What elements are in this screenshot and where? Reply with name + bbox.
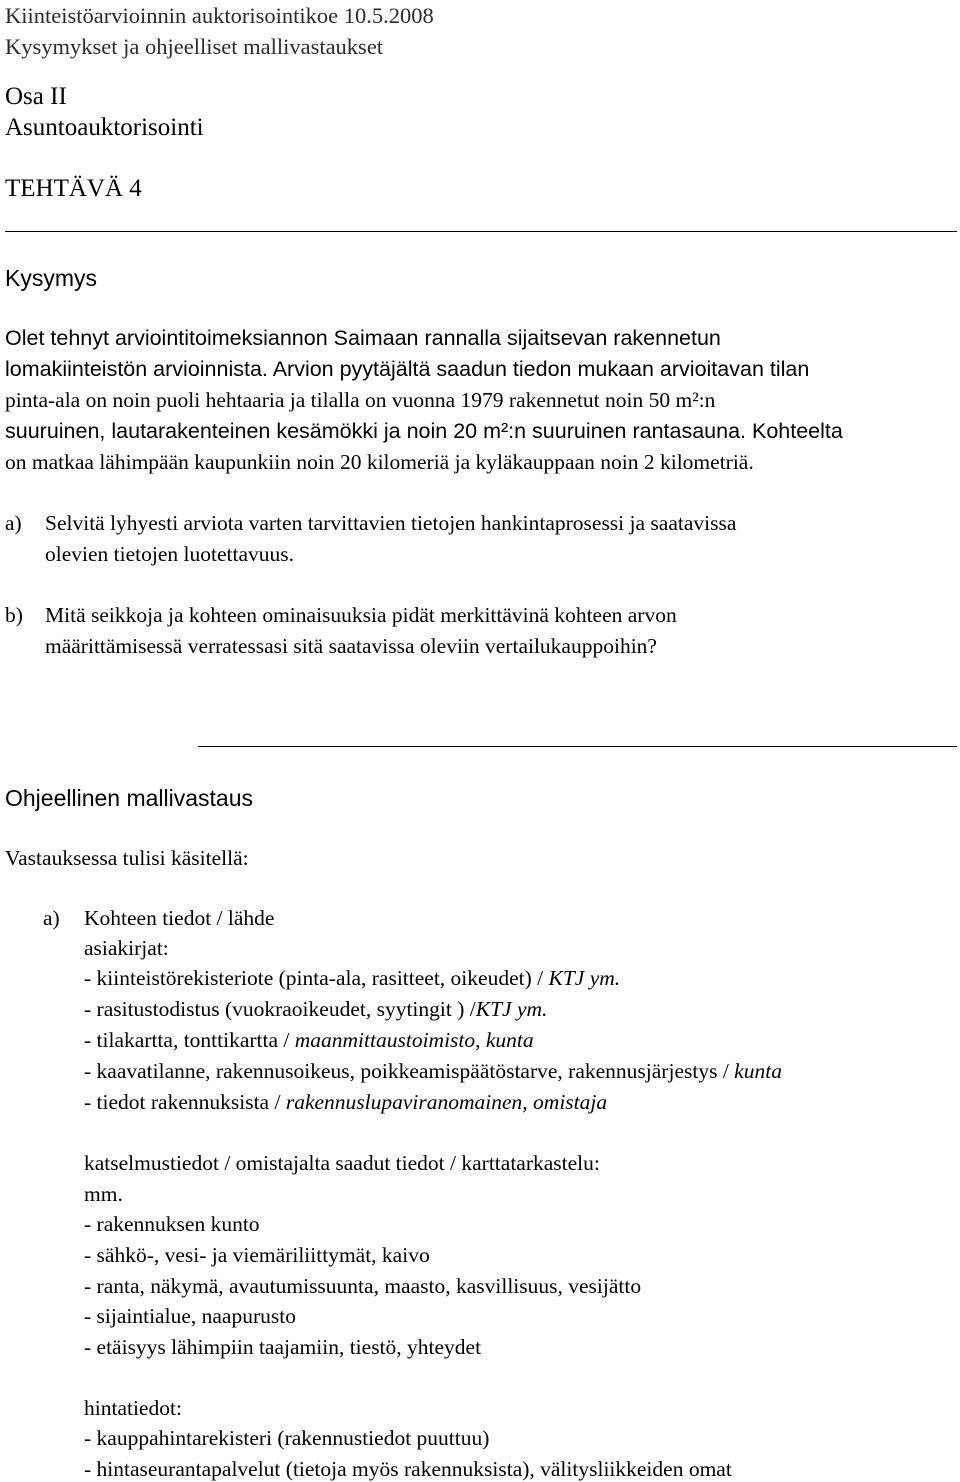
question-line: on matkaa lähimpään kaupunkiin noin 20 kilomeriä ja kyläkauppaan noin 2 kilometriä. — [5, 450, 754, 474]
answer-heading: Ohjeellinen mallivastaus — [5, 785, 254, 811]
inspection-mm: mm. — [84, 1182, 123, 1206]
question-item-a-marker: a) — [5, 511, 22, 535]
question-heading: Kysymys — [5, 265, 97, 291]
document-item: - tiedot rakennuksista / rakennuslupaviranomainen, omistaja — [84, 1090, 608, 1114]
price-item: - kauppahintarekisteri (rakennustiedot puuttuu) — [84, 1426, 490, 1450]
part-title: Osa II — [5, 83, 67, 110]
task-title: TEHTÄVÄ 4 — [5, 175, 142, 202]
question-line: suuruinen, lautarakenteinen kesämökki ja noin 20 m²:n suuruinen rantasauna. Kohteelta — [5, 419, 843, 443]
inspection-item: - ranta, näkymä, avautumissuunta, maasto, kasvillisuus, vesijätto — [84, 1274, 642, 1298]
inspection-item: - rakennuksen kunto — [84, 1212, 260, 1236]
question-item-a-line: olevien tietojen luotettavuus. — [45, 542, 294, 566]
document-item: - rasitustodistus (vuokraoikeudet, syytingit ) /KTJ ym. — [84, 997, 548, 1021]
question-line: lomakiinteistön arvioinnista. Arvion pyytäjältä saadun tiedon mukaan arvioitavan tilan — [5, 357, 810, 381]
answer-intro: Vastauksessa tulisi käsitellä: — [5, 846, 249, 870]
price-label: hintatiedot: — [84, 1396, 182, 1420]
section-title: Asuntoauktorisointi — [5, 114, 204, 141]
question-item-b-line: Mitä seikkoja ja kohteen ominaisuuksia pidät merkittävinä kohteen arvon — [45, 603, 677, 627]
question-item-b-marker: b) — [5, 603, 23, 627]
document-header-subtitle: Kysymykset ja ohjeelliset mallivastaukset — [5, 34, 384, 59]
inspection-item: - sähkö-, vesi- ja viemäriliittymät, kaivo — [84, 1243, 430, 1267]
documents-label: asiakirjat: — [84, 936, 169, 960]
document-item: - kiinteistörekisteriote (pinta-ala, rasitteet, oikeudet) / KTJ ym. — [84, 966, 621, 990]
document-header-title: Kiinteistöarvioinnin auktorisointikoe 10.5.2008 — [5, 3, 434, 28]
divider-bottom — [198, 746, 957, 747]
inspection-item: - etäisyys lähimpiin taajamiin, tiestö, yhteydet — [84, 1335, 482, 1359]
inspection-label: katselmustiedot / omistajalta saadut tiedot / karttatarkastelu: — [84, 1151, 600, 1175]
price-item: - hintaseurantapalvelut (tietoja myös rakennuksista), välitysliikkeiden omat — [84, 1457, 732, 1481]
question-line: Olet tehnyt arviointitoimeksiannon Saimaan rannalla sijaitsevan rakennetun — [5, 326, 721, 350]
question-item-a-line: Selvitä lyhyesti arviota varten tarvittavien tietojen hankintaprosessi ja saatavissa — [45, 511, 737, 535]
inspection-item: - sijaintialue, naapurusto — [84, 1304, 296, 1328]
answer-item-a-title: Kohteen tiedot / lähde — [84, 906, 275, 930]
divider-top — [5, 231, 957, 232]
document-item: - tilakartta, tonttikartta / maanmittaustoimisto, kunta — [84, 1028, 534, 1052]
question-line: pinta-ala on noin puoli hehtaaria ja tilalla on vuonna 1979 rakennetut noin 50 m²:n — [5, 388, 716, 412]
question-item-b-line: määrittämisessä verratessasi sitä saatavissa oleviin vertailukauppoihin? — [45, 634, 657, 658]
document-item: - kaavatilanne, rakennusoikeus, poikkeamispäätöstarve, rakennusjärjestys / kunta — [84, 1059, 782, 1083]
answer-item-a-marker: a) — [43, 906, 60, 930]
